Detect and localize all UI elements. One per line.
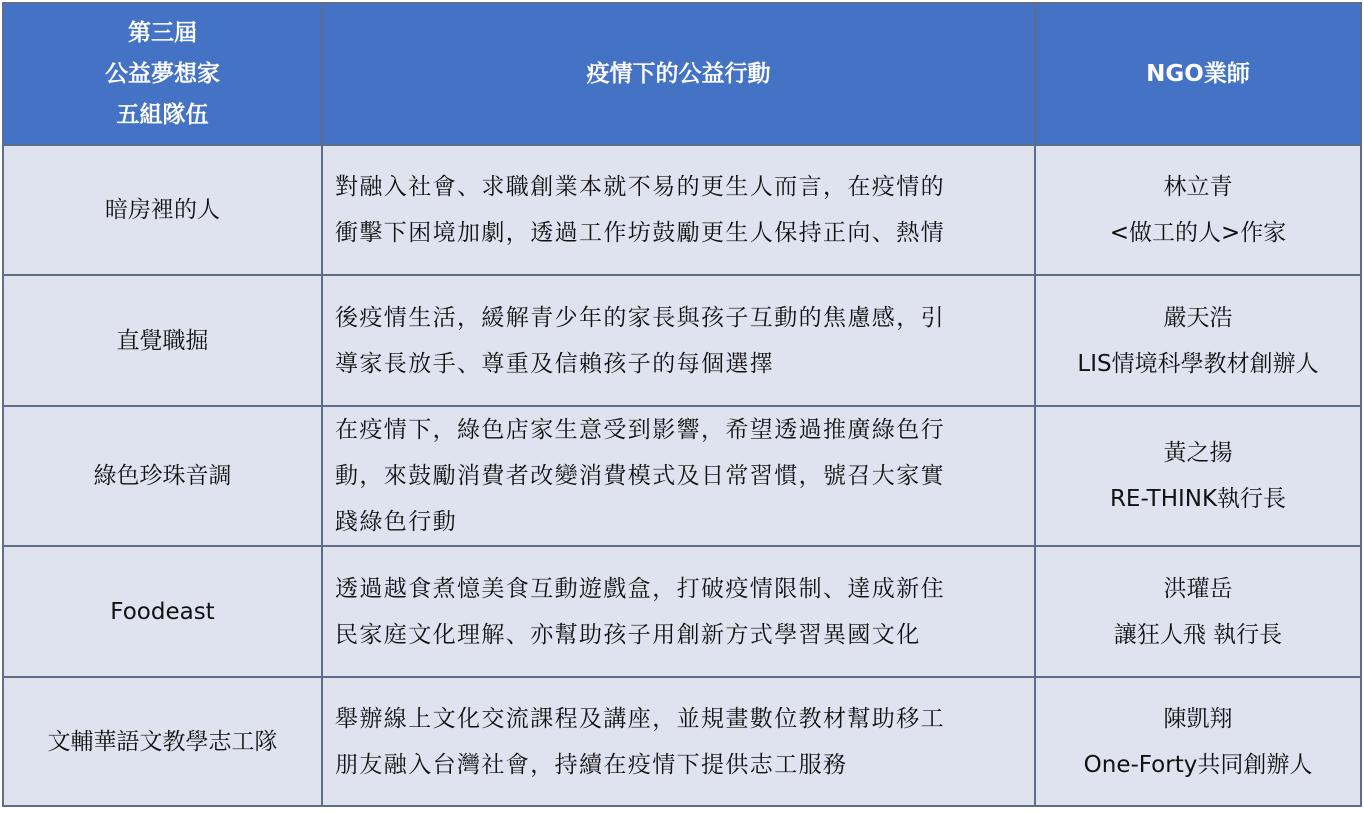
action-line: 透過越食煮憶美食互動遊戲盒，打破疫情限制、達成新住 — [335, 575, 945, 602]
team-name: Foodeast — [3, 546, 322, 677]
header-row — [3, 3, 1361, 145]
team-name: 綠色珍珠音調 — [3, 406, 322, 546]
action-line: 舉辦線上文化交流課程及講座，並規畫數位教材幫助移工 — [335, 705, 945, 732]
mentor-name: 陳凱翔 — [1163, 705, 1233, 732]
action-line: 對融入社會、求職創業本就不易的更生人而言，在疫情的 — [335, 174, 945, 200]
header-action: 疫情下的公益行動 — [322, 3, 1035, 145]
table-row — [3, 677, 1361, 806]
action-description — [322, 275, 1035, 406]
table-body — [3, 145, 1361, 806]
action-description — [322, 546, 1035, 677]
action-line: 導家長放手、尊重及信賴孩子的每個選擇 — [335, 350, 775, 377]
table-row — [3, 546, 1361, 677]
mentor-name: 嚴天浩 — [1163, 304, 1233, 331]
table-row — [3, 145, 1361, 275]
header-teams-line: 第三屆 — [128, 19, 197, 46]
mentor-cell — [1035, 275, 1361, 406]
mentor-cell — [1035, 145, 1361, 275]
mentor-title: LIS情境科學教材創辦人 — [1077, 350, 1319, 377]
mentor-cell — [1035, 677, 1361, 806]
header-teams — [3, 3, 322, 145]
mentor-title: 讓狂人飛 執行長 — [1113, 621, 1283, 648]
mentor-name: 洪瓘岳 — [1163, 575, 1233, 602]
action-line: 在疫情下，綠色店家生意受到影響，希望透過推廣綠色行 — [335, 417, 945, 443]
ngo-team-table — [2, 2, 1362, 807]
mentor-title: RE-THINK執行長 — [1109, 486, 1287, 512]
header-mentor: NGO業師 — [1035, 3, 1361, 145]
team-name: 暗房裡的人 — [3, 145, 322, 275]
action-line: 民家庭文化理解、亦幫助孩子用創新方式學習異國文化 — [335, 621, 921, 648]
team-name: 直覺職掘 — [3, 275, 322, 406]
table-row — [3, 275, 1361, 406]
table-row — [3, 406, 1361, 546]
table-header — [3, 3, 1361, 145]
mentor-name: 林立青 — [1163, 174, 1233, 200]
mentor-title: <做工的人>作家 — [1109, 220, 1287, 246]
action-description — [322, 406, 1035, 546]
header-teams-line: 五組隊伍 — [116, 101, 209, 128]
action-description — [322, 145, 1035, 275]
action-line: 後疫情生活，緩解青少年的家長與孩子互動的焦慮感，引 — [335, 304, 945, 331]
team-name: 文輔華語文教學志工隊 — [3, 677, 322, 806]
action-line: 朋友融入台灣社會，持續在疫情下提供志工服務 — [335, 751, 848, 778]
mentor-cell — [1035, 406, 1361, 546]
action-description — [322, 677, 1035, 806]
mentor-title: One-Forty共同創辦人 — [1083, 751, 1313, 778]
mentor-cell — [1035, 546, 1361, 677]
action-line: 衝擊下困境加劇，透過工作坊鼓勵更生人保持正向、熱情 — [335, 220, 945, 246]
action-line: 動，來鼓勵消費者改變消費模式及日常習慣，號召大家實 — [335, 463, 945, 489]
header-teams-line: 公益夢想家 — [105, 60, 220, 87]
mentor-name: 黃之揚 — [1163, 440, 1233, 466]
action-line: 踐綠色行動 — [335, 509, 457, 535]
